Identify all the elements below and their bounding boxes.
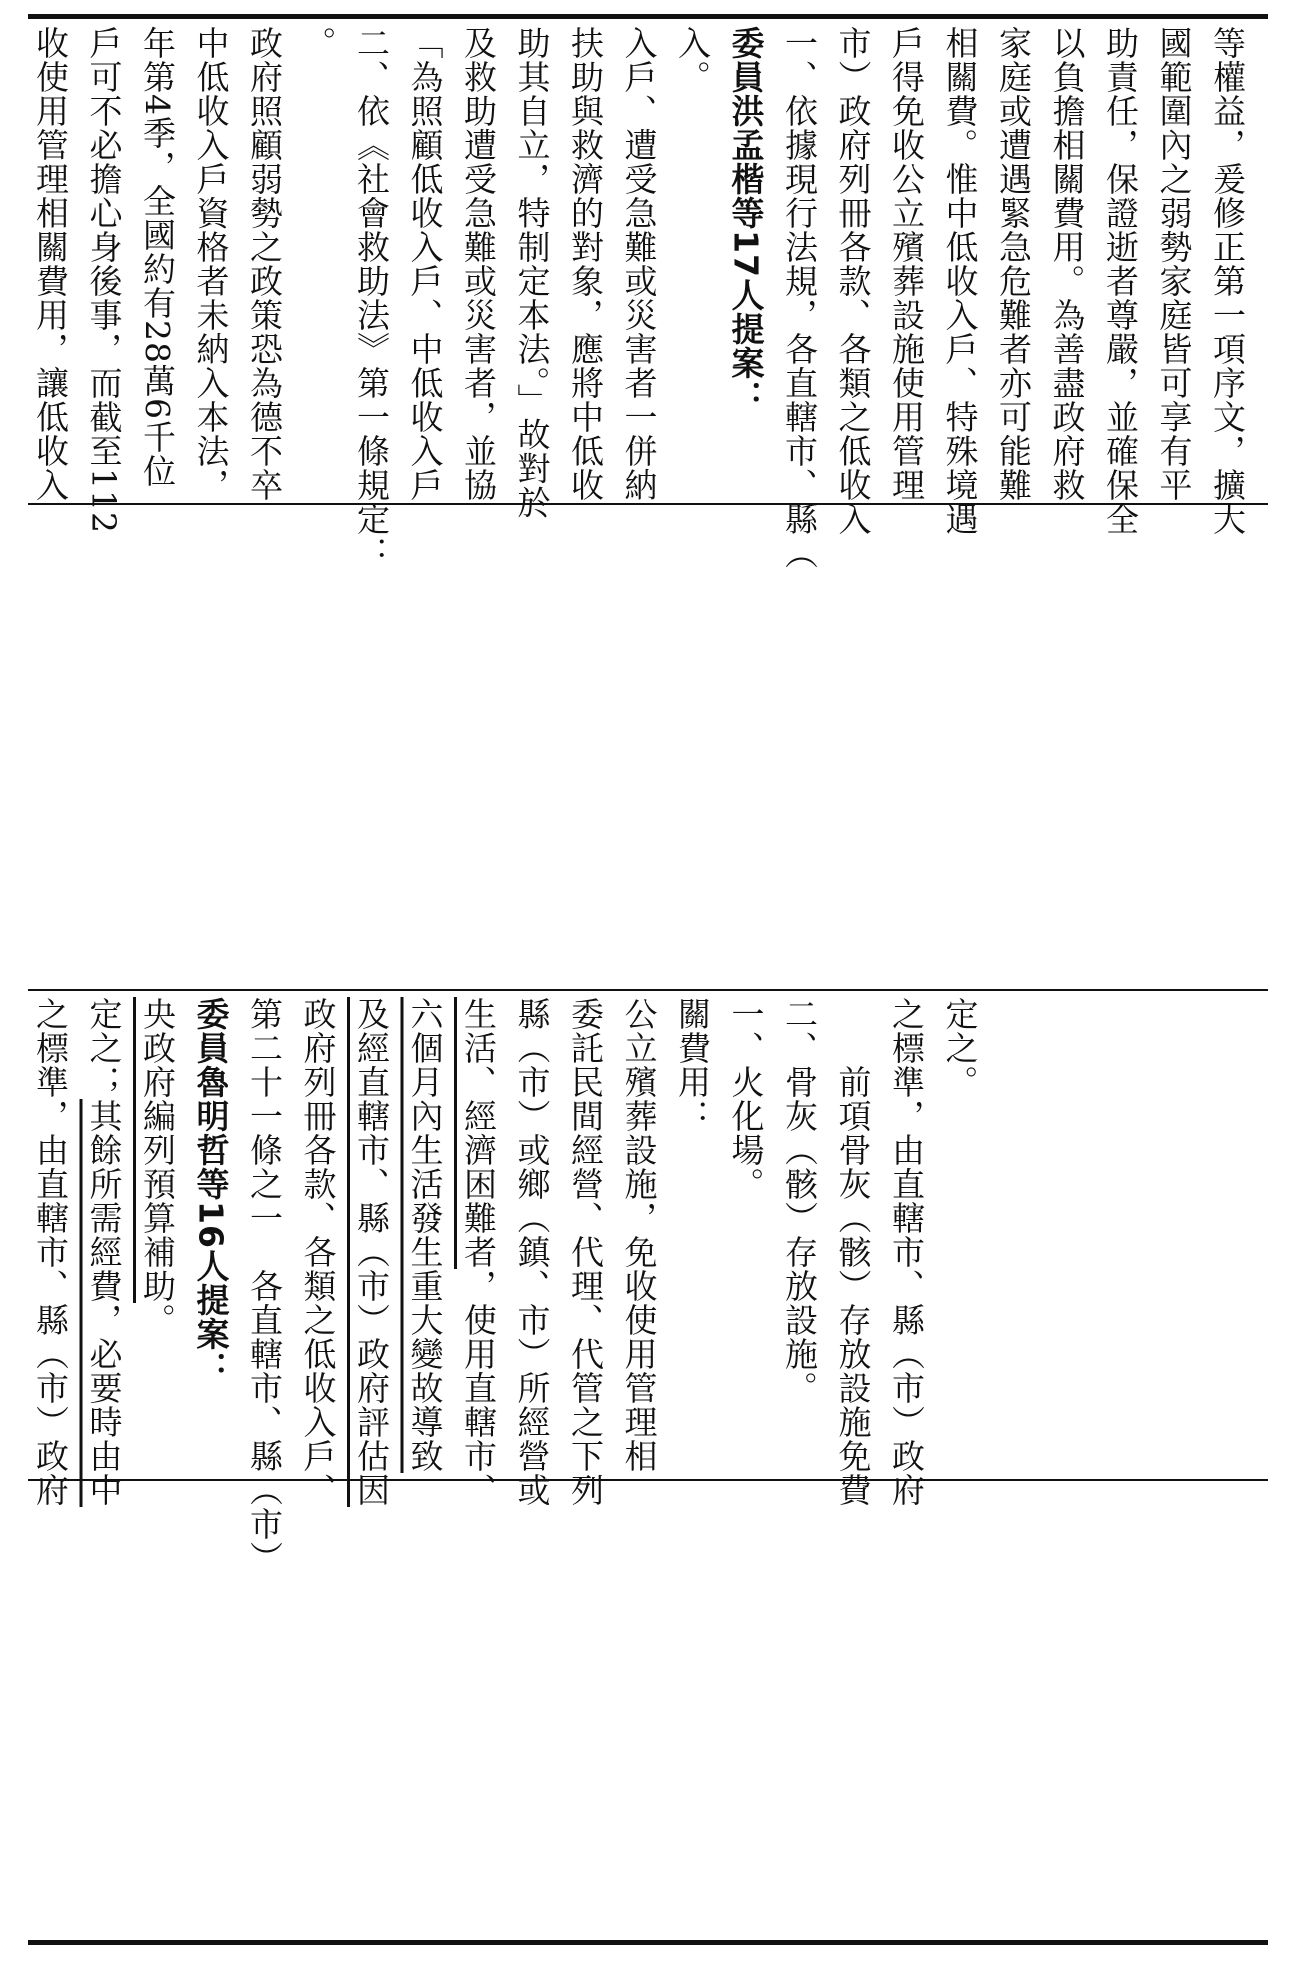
text-segment: 委託民間經營、代理、代管之下列 — [566, 997, 605, 1507]
text-segment: 以負擔相關費用。為善盡政府救 — [1047, 26, 1087, 502]
underlined-amendment-text: 其餘所需經費，必要時由中 — [84, 1099, 124, 1507]
text-column — [191, 26, 231, 502]
text-line — [191, 997, 231, 1385]
bottom-rule — [28, 1940, 1268, 1945]
text-segment: 。 — [298, 26, 338, 60]
text-column — [405, 997, 445, 1473]
text-segment: ，使用直轄市、 — [459, 1269, 498, 1507]
text-line — [1100, 26, 1140, 536]
text-column — [1154, 26, 1194, 502]
text-segment: 等權益，爰修正第一項序文，擴大 — [1208, 26, 1247, 536]
text-segment: 市）政府列冊各款、各類之低收入 — [833, 26, 873, 536]
text-column — [940, 997, 980, 1467]
text-column — [1047, 26, 1087, 502]
text-line — [1207, 26, 1247, 536]
underlined-amendment-text: 央政府編列預算補助 — [138, 997, 177, 1303]
text-segment: 。 — [138, 1303, 177, 1337]
text-segment: 一、火化場。 — [726, 997, 766, 1201]
text-column — [833, 26, 873, 536]
text-line — [84, 26, 124, 534]
text-line — [458, 997, 498, 1507]
text-line — [137, 997, 177, 1337]
text-segment: 之標準，由直轄市、縣（市）政府 — [887, 997, 926, 1507]
text-segment: 定之。 — [940, 997, 980, 1099]
text-column — [619, 26, 659, 502]
text-segment: 收使用管理相關費用，讓低收入 — [31, 26, 70, 502]
text-column — [565, 26, 605, 502]
text-line — [458, 26, 498, 502]
text-column — [726, 26, 766, 496]
text-line — [191, 26, 231, 502]
text-column — [993, 26, 1033, 502]
text-segment: 年第4季，全國約有28萬6千位 — [138, 26, 177, 488]
text-line — [405, 26, 445, 502]
text-segment: 公立殯葬設施，免收使用管理相 — [619, 997, 659, 1473]
text-segment: 及救助遭受急難或災害者，並協 — [459, 26, 498, 502]
text-segment: 前項骨灰（骸）存放設施免費 — [833, 997, 873, 1507]
text-segment: 戶可不必擔心身後事，而截至112 — [84, 26, 124, 534]
text-segment: 二、依《社會救助法》第一條規定： — [352, 26, 391, 570]
text-line — [619, 997, 659, 1473]
text-line — [351, 997, 391, 1507]
text-column — [565, 997, 605, 1507]
text-column — [1207, 26, 1247, 536]
text-column — [298, 997, 338, 1507]
text-line — [565, 26, 605, 502]
text-line — [298, 997, 338, 1507]
text-segment: 入。 — [673, 26, 712, 94]
top-rule — [28, 14, 1268, 19]
text-column — [351, 997, 391, 1507]
underlined-amendment-text: 六個月內生活發生重大變故導致 — [405, 997, 445, 1473]
proposal-heading: 委員洪孟楷等17人提案： — [726, 26, 766, 414]
text-segment: 「為照顧低收入戶、中低收入戶 — [405, 26, 445, 502]
text-column — [298, 26, 338, 496]
upper-text-panel — [0, 26, 1294, 570]
text-segment: 中低收入戶資格者未納入本法， — [191, 26, 231, 502]
text-line — [993, 26, 1033, 502]
text-segment: 政府列冊各款、各類之低收入戶、 — [298, 997, 338, 1507]
lower-panel-bottom-rule — [28, 1479, 1268, 1481]
text-line — [137, 26, 177, 488]
text-segment: 相關費。惟中低收入戶、特殊境遇 — [940, 26, 980, 536]
text-segment: 第二十一條之一 各直轄市、縣（市） — [245, 997, 284, 1575]
text-column — [779, 26, 819, 570]
text-line — [351, 26, 391, 570]
text-column — [405, 26, 445, 502]
text-line — [30, 26, 70, 502]
text-segment: 戶得免收公立殯葬設施使用管理 — [887, 26, 926, 502]
text-line — [512, 997, 552, 1507]
text-line — [512, 26, 552, 520]
text-segment: 扶助與救濟的對象，應將中低收 — [566, 26, 605, 502]
text-column — [30, 26, 70, 502]
text-column — [672, 997, 712, 1467]
text-line — [940, 26, 980, 536]
text-column — [351, 26, 391, 570]
text-column — [726, 997, 766, 1467]
text-segment: 助其自立，特制定本法。」故對於 — [512, 26, 552, 520]
text-segment: 關費用： — [673, 997, 712, 1133]
text-column — [833, 997, 873, 1507]
text-line — [940, 997, 980, 1099]
text-segment: 政府照顧弱勢之政策恐為德不卒 — [245, 26, 284, 502]
text-line — [84, 997, 124, 1507]
text-column — [940, 26, 980, 536]
text-segment: 家庭或遭遇緊急危難者亦可能難 — [994, 26, 1033, 502]
text-line — [886, 997, 926, 1507]
text-line — [833, 997, 873, 1507]
text-segment: 國範圍內之弱勢家庭皆可享有平 — [1154, 26, 1194, 502]
upper-panel-bottom-rule — [28, 503, 1268, 505]
text-line — [672, 26, 712, 94]
text-line — [779, 26, 819, 570]
text-line — [30, 997, 70, 1507]
text-column — [84, 26, 124, 534]
text-column — [458, 26, 498, 502]
text-line — [726, 26, 766, 414]
text-line — [405, 997, 445, 1473]
text-column — [30, 997, 70, 1507]
text-column — [137, 26, 177, 496]
text-segment: 入戶、遭受急難或災害者一併納 — [619, 26, 659, 502]
text-column — [779, 997, 819, 1467]
underlined-amendment-text: 生活、經濟困難者 — [459, 997, 498, 1269]
text-line — [672, 997, 712, 1133]
text-column — [244, 997, 284, 1575]
text-column — [512, 26, 552, 520]
text-column — [84, 997, 124, 1507]
text-column — [191, 997, 231, 1467]
text-segment: 一、依據現行法規，各直轄市、縣（ — [780, 26, 819, 570]
underlined-amendment-text: 及經直轄市、縣（市）政府評估因 — [352, 997, 391, 1507]
text-column — [886, 26, 926, 502]
lower-panel-top-rule — [28, 989, 1268, 991]
text-line — [244, 997, 284, 1575]
text-segment: 助責任，保證逝者尊嚴，並確保全 — [1101, 26, 1140, 536]
text-column — [137, 997, 177, 1467]
text-line — [565, 997, 605, 1507]
text-line — [779, 997, 819, 1405]
text-segment: 二、骨灰（骸）存放設施。 — [780, 997, 819, 1405]
lower-text-panel — [0, 997, 1294, 1575]
text-segment: 縣（市）或鄉（鎮、市）所經營或 — [512, 997, 552, 1507]
text-column — [886, 997, 926, 1507]
text-column — [512, 997, 552, 1507]
text-column — [619, 997, 659, 1473]
text-column — [244, 26, 284, 502]
text-column — [458, 997, 498, 1507]
text-line — [244, 26, 284, 502]
proposal-heading: 委員魯明哲等16人提案： — [191, 997, 231, 1385]
text-column — [1100, 26, 1140, 536]
text-segment: 定之； — [84, 997, 124, 1099]
text-line — [833, 26, 873, 536]
text-segment: 之標準，由直轄市、縣（市）政府 — [31, 997, 70, 1507]
text-line — [726, 997, 766, 1201]
text-column — [672, 26, 712, 496]
text-line — [1154, 26, 1194, 502]
text-line — [886, 26, 926, 502]
text-line — [1047, 26, 1087, 502]
text-line — [619, 26, 659, 502]
text-line — [298, 26, 338, 60]
